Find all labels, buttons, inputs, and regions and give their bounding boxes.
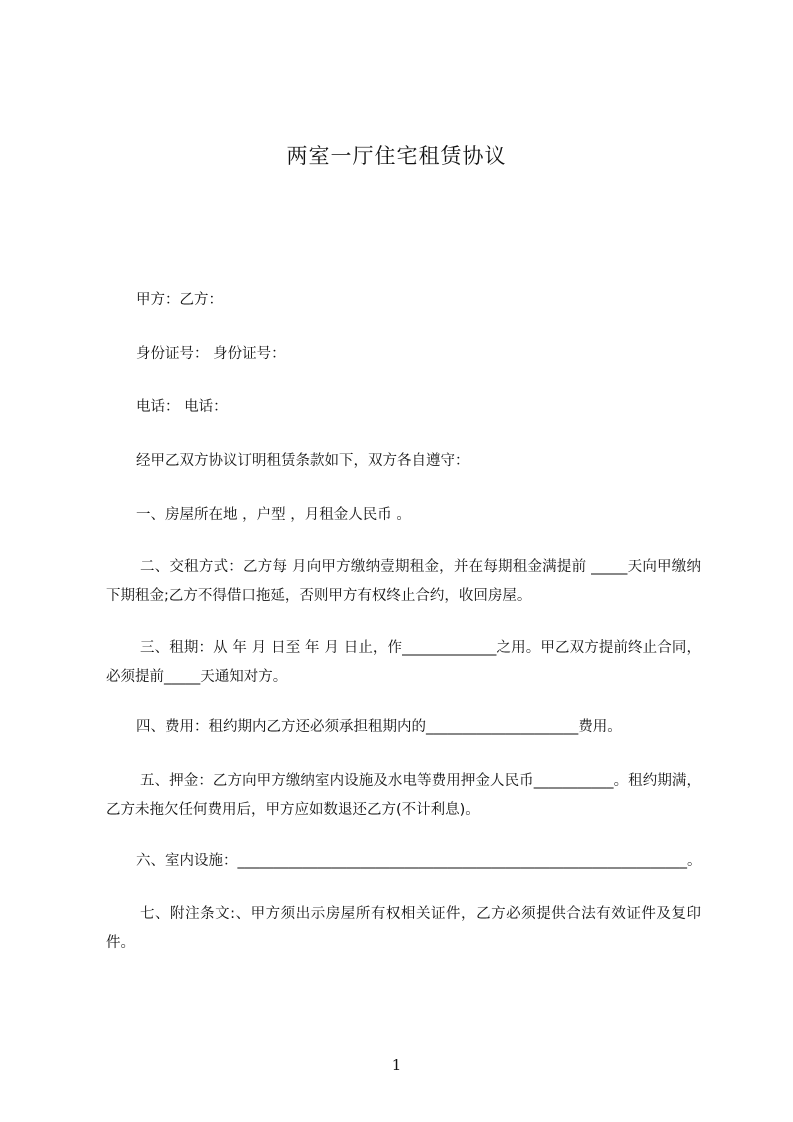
clause-location: 一、房屋所在地 ，户型 ，月租金人民币 。 bbox=[136, 507, 411, 523]
intro-line: 经甲乙双方协议订明租赁条款如下，双方各自遵守： bbox=[136, 453, 470, 469]
parties-line: 甲方：乙方： bbox=[136, 292, 223, 308]
id-number-line: 身份证号： 身份证号： bbox=[136, 346, 286, 362]
clause-deposit: 五、押金：乙方向甲方缴纳室内设施及水电等费用押金人民币___________。租约期满，乙方未拖欠任何费用后，甲方应如数退还乙方(不计利息)。 bbox=[106, 773, 701, 818]
clause-fees: 四、费用：租约期内乙方还必须承担租期内的_____________________费用。 bbox=[136, 719, 622, 735]
document-title: 两室一厅住宅租赁协议 bbox=[286, 144, 507, 168]
clause-term: 三、租期：从 年 月 日至 年 月 日止，作_____________之用。甲乙双方提前终止合同，必须提前_____天通知对方。 bbox=[106, 640, 701, 685]
clause-notes: 七、附注条文:、甲方须出示房屋所有权相关证件，乙方必须提供合法有效证件及复印件。 bbox=[106, 906, 701, 951]
page-number: 1 bbox=[391, 1056, 402, 1074]
clause-facilities: 六、室内设施：______________________________________________________________。 bbox=[136, 853, 702, 869]
clause-payment: 二、交租方式：乙方每 月向甲方缴纳壹期租金，并在每期租金满提前 _____天向甲缴纳下期租金;乙方不得借口拖延，否则甲方有权终止合约，收回房屋。 bbox=[106, 559, 701, 604]
phone-line: 电话： 电话： bbox=[136, 399, 228, 415]
